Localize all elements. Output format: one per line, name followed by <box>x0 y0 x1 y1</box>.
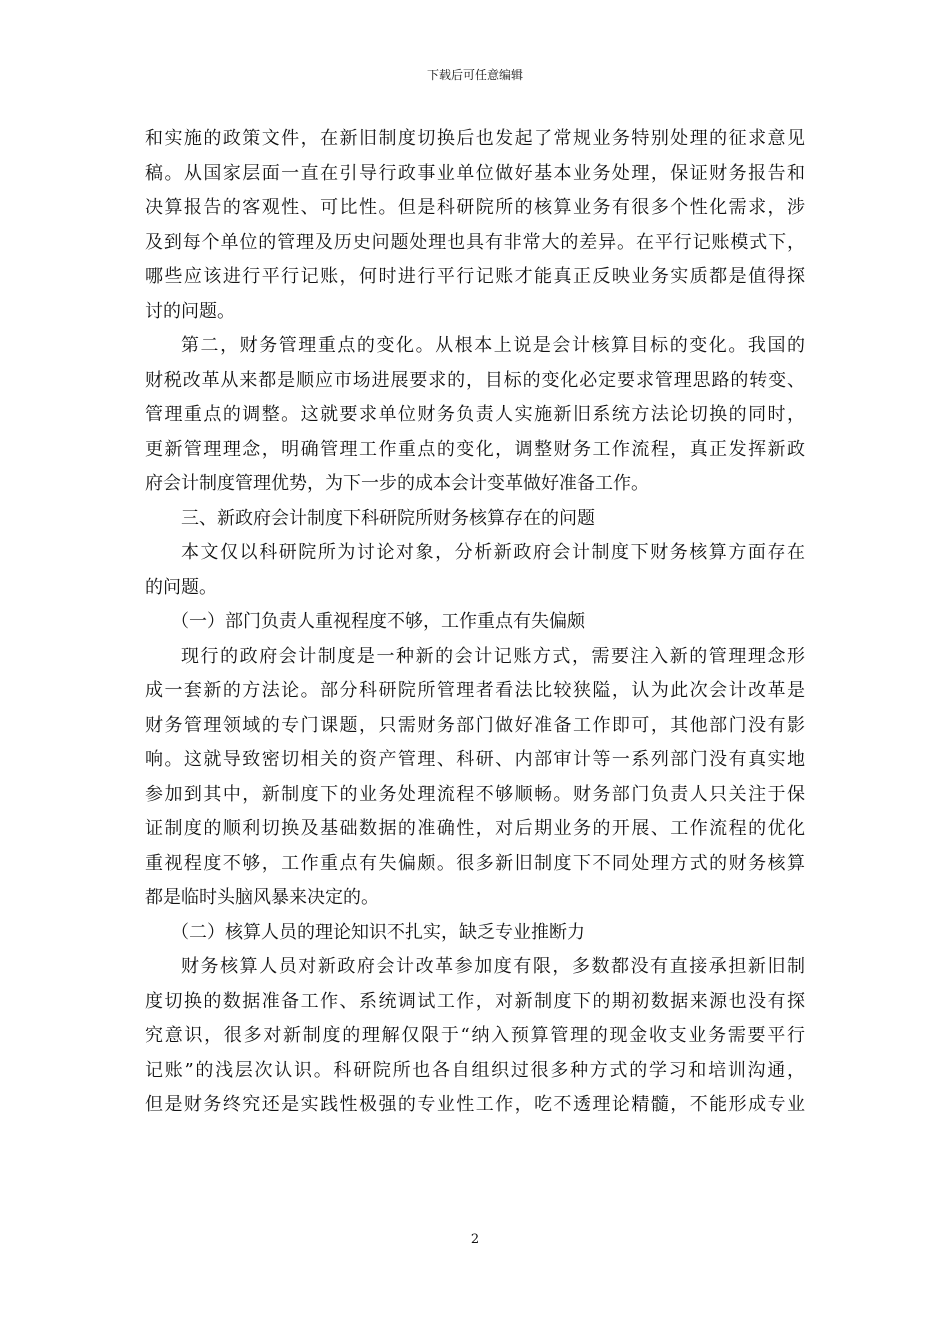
body-line: 记账”的浅层次认识。科研院所也各自组织过很多种方式的学习和培训沟通， <box>145 1059 805 1081</box>
body-line: 管理重点的调整。这就要求单位财务负责人实施新旧系统方法论切换的同时， <box>145 404 805 425</box>
body-line: 参加到其中，新制度下的业务处理流程不够顺畅。财务部门负责人只关注于保 <box>145 783 805 805</box>
body-line: 都是临时头脑风暴来决定的。 <box>145 887 379 908</box>
body-line: 度切换的数据准备工作、系统调试工作，对新制度下的期初数据来源也没有探 <box>145 990 805 1012</box>
body-line: 但是财务终究还是实践性极强的专业性工作，吃不透理论精髓，不能形成专业 <box>145 1094 805 1115</box>
body-line: 现行的政府会计制度是一种新的会计记账方式，需要注入新的管理理念形 <box>181 645 805 667</box>
body-line: 财税改革从来都是顺应市场进展要求的，目标的变化必定要求管理思路的转变、 <box>145 369 805 391</box>
body-line: 财务管理领域的专门课题，只需财务部门做好准备工作即可，其他部门没有影 <box>145 714 805 736</box>
subsection-heading: （二）核算人员的理论知识不扎实，缺乏专业推断力 <box>171 921 585 943</box>
page-header: 下载后可任意编辑 <box>426 68 523 82</box>
body-line: 重视程度不够，工作重点有失偏颇。很多新旧制度下不同处理方式的财务核算 <box>145 852 805 874</box>
body-line: 成一套新的方法论。部分科研院所管理者看法比较狭隘，认为此次会计改革是 <box>145 680 805 701</box>
body-line: 更新管理理念，明确管理工作重点的变化，调整财务工作流程，真正发挥新政 <box>145 438 805 460</box>
body-line: 决算报告的客观性、可比性。但是科研院所的核算业务有很多个性化需求，涉 <box>145 197 805 218</box>
body-line: 财务核算人员对新政府会计改革参加度有限，多数都没有直接承担新旧制 <box>181 956 805 977</box>
body-line: 本文仅以科研院所为讨论对象，分析新政府会计制度下财务核算方面存在 <box>181 542 805 563</box>
body-line: 的问题。 <box>145 576 217 598</box>
body-line: 讨的问题。 <box>145 300 235 322</box>
subsection-heading: （一）部门负责人重视程度不够，工作重点有失偏颇 <box>171 611 585 632</box>
body-line: 哪些应该进行平行记账，何时进行平行记账才能真正反映业务实质都是值得探 <box>145 266 805 287</box>
body-line: 府会计制度管理优势，为下一步的成本会计变革做好准备工作。 <box>145 473 649 494</box>
document-body <box>145 122 805 1123</box>
body-line: 第二，财务管理重点的变化。从根本上说是会计核算目标的变化。我国的 <box>181 335 805 356</box>
body-line: 及到每个单位的管理及历史问题处理也具有非常大的差异。在平行记账模式下， <box>145 231 805 253</box>
body-line: 证制度的顺利切换及基础数据的准确性，对后期业务的开展、工作流程的优化 <box>145 818 805 839</box>
body-line: 究意识，很多对新制度的理解仅限于“纳入预算管理的现金收支业务需要平行 <box>145 1025 805 1046</box>
body-line: 和实施的政策文件，在新旧制度切换后也发起了常规业务特别处理的征求意见 <box>145 128 805 149</box>
section-heading: 三、新政府会计制度下科研院所财务核算存在的问题 <box>181 507 595 529</box>
body-line: 稿。从国家层面一直在引导行政事业单位做好基本业务处理，保证财务报告和 <box>145 162 805 184</box>
page-number: 2 <box>470 1232 480 1247</box>
body-line: 响。这就导致密切相关的资产管理、科研、内部审计等一系列部门没有真实地 <box>145 749 805 770</box>
